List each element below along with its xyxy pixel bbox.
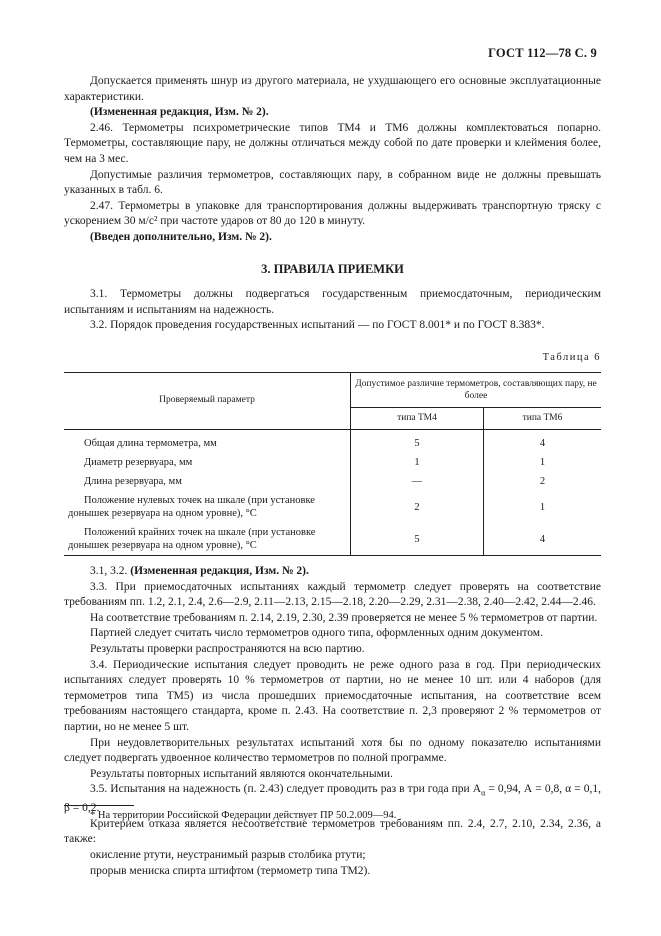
table-row: [64, 430, 601, 454]
paragraph: Результаты повторных испытаний являются окончательными.: [90, 767, 393, 780]
table-cell-tm6: 2: [539, 476, 546, 488]
document-body: [64, 74, 601, 879]
paragraph-3-2: 3.2. Порядок проведения государственных испытаний — по ГОСТ 8.001* и по ГОСТ 8.383*.: [90, 319, 545, 332]
subscript: α: [481, 788, 486, 798]
table-cell-param: Диаметр резервуара, мм: [64, 453, 351, 472]
table-cell-param: Положений крайних точек на шкале (при установке донышек резервуара на одном уровне), °С: [64, 523, 351, 556]
paragraph-3-1: 3.1. Термометры должны подвергаться государственным приемосдаточным, периодическим испытаниям и испытаниям на надежность.: [64, 288, 601, 316]
paragraph: Результаты проверки распространяются на всю партию.: [90, 643, 365, 656]
paragraph: Допустимые различия термометров, составляющих пару, в собранном виде не должны превышать указанных в табл. 6.: [64, 168, 601, 197]
paragraph-2-47: 2.47. Термометры в упаковке для транспортирования должны выдерживать транспортную тряску с ускорением 30 м/с² при частоте ударов от 80 до 120 в минуту.: [64, 199, 601, 228]
table-cell-tm6: 1: [539, 457, 546, 469]
section-title: 3. ПРАВИЛА ПРИЕМКИ: [261, 261, 404, 276]
amendment-note: (Измененная редакция, Изм. № 2).: [90, 106, 269, 119]
paragraph-text: = 0,94, А = 0,8, α = 0,1, β = 0,2.: [64, 783, 601, 815]
table-cell-tm4: —: [351, 472, 484, 491]
amendment-note: (Измененная редакция, Изм. № 2).: [130, 565, 309, 578]
table-cell-param: Длина резервуара, мм: [64, 472, 351, 491]
table-header-param: Проверяемый параметр: [64, 372, 351, 430]
paragraph-3-3: 3.3. При приемосдаточных испытаниях каждый термометр следует проверять на соответствие требованиям пп. 1.2, 2.1, 2.4, 2.6—2.9, 2.11—2.13, 2.15—2.18, 2.20—2.29, 2.31—2.38, 2.40—2.42, 2.44—2.46.: [64, 580, 601, 609]
table-cell-param: Общая длина термометра, мм: [64, 430, 351, 454]
table-cell-tm4: 2: [351, 491, 484, 523]
table-cell-tm4: 1: [351, 453, 484, 472]
table-6: [64, 372, 601, 557]
table-row: [64, 523, 601, 556]
paragraph-number: 3.1, 3.2.: [90, 565, 128, 578]
paragraph: прорыв мениска спирта штифтом (термометр типа ТМ2).: [90, 864, 371, 877]
table-row: [64, 491, 601, 523]
paragraph-2-46: 2.46. Термометры психрометрические типов ТМ4 и ТМ6 должны комплектоваться попарно. Термометры, составляющие пару, не должны отличаться между собой по дате проверки и клеймения более, чем на 3 мес.: [64, 121, 601, 165]
footnote: * На территории Российской Федерации действует ПР 50.2.009—94.: [90, 810, 397, 821]
paragraph-3-4: 3.4. Периодические испытания следует проводить не реже одного раза в год. При периодических испытаниях следует проверять 10 % термометров от партии, но не менее 10 шт. или 4 наборов (для термометров типа ТМ5) из числа прошедших приемосдаточные испытания, на соответствие всем требованиям настоящего стандарта, кроме п. 2.43. На соответствие п. 2,3 проверяют 2 % термометров от партии, но не менее 5 шт.: [64, 658, 601, 734]
table-cell-tm6: 4: [539, 533, 546, 545]
table-cell-param: Положение нулевых точек на шкале (при установке донышек резервуара на одном уровне), °С: [64, 491, 351, 523]
paragraph-text: 3.5. Испытания на надежность (п. 2.43) следует проводить раз в три года при А: [90, 783, 482, 796]
table-header-tm4: типа ТМ4: [351, 407, 484, 430]
page-header: ГОСТ 112—78 С. 9: [488, 46, 597, 60]
footnote-divider: [64, 805, 134, 806]
table-cell-tm4: 5: [351, 523, 484, 556]
table-cell-tm4: 5: [351, 430, 484, 454]
table-row: [64, 453, 601, 472]
table-cell-tm6: 4: [539, 438, 546, 450]
table-label: Таблица 6: [542, 351, 601, 363]
paragraph: окисление ртути, неустранимый разрыв столбика ртути;: [90, 849, 366, 862]
table-cell-tm6: 1: [539, 501, 546, 513]
amendment-note: (Введен дополнительно, Изм. № 2).: [90, 230, 272, 243]
table-row: [64, 472, 601, 491]
paragraph-3-1-3-2-note: [64, 564, 601, 580]
paragraph: При неудовлетворительных результатах испытаний хотя бы по одному показателю испытаниями следует подвергать удвоенное количество термометров по полной программе.: [64, 736, 601, 765]
table-header-tm6: типа ТМ6: [484, 407, 602, 430]
paragraph: Критерием отказа является несоответствие термометров требованиям пп. 2.4, 2.7, 2.10, 2.34, 2.36, а также:: [64, 817, 601, 846]
paragraph: Партией следует считать число термометров одного типа, оформленных одним документом.: [90, 627, 543, 640]
paragraph: На соответствие требованиям п. 2.14, 2.19, 2.30, 2.39 проверяется не менее 5 % термометров от партии.: [90, 611, 598, 624]
paragraph: Допускается применять шнур из другого материала, не ухудшающего его основные эксплуатационные характеристики.: [64, 75, 601, 103]
table-header-diff: Допустимое различие термометров, составляющих пару, не более: [351, 372, 602, 407]
